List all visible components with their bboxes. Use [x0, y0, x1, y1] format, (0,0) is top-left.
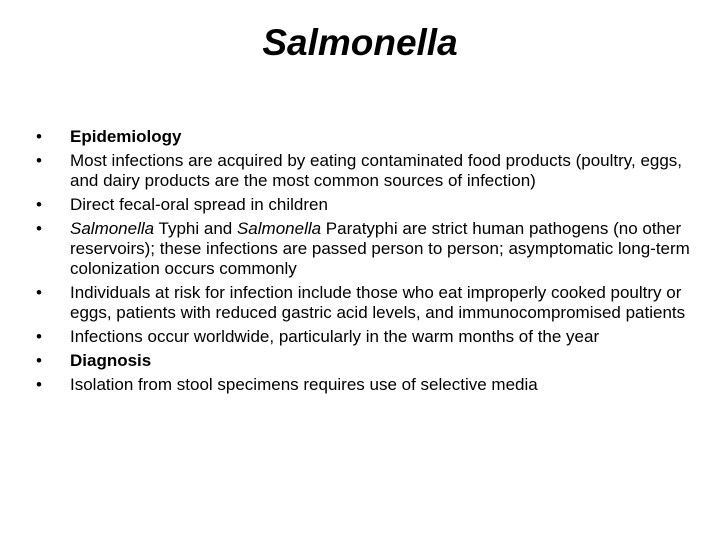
- bullet-item-diagnosis: [30, 351, 690, 371]
- bullet-icon: •: [36, 195, 42, 214]
- bullet-text: Paratyphi are strict human pathogens (no other reservoirs); these infections are passed person to person; asymptomatic long-term colonization occurs commonly: [70, 219, 690, 278]
- bullet-item-epidemiology: [30, 127, 690, 147]
- slide-title: Salmonella: [262, 22, 458, 63]
- bullet-icon: •: [36, 219, 42, 238]
- bullet-text: Direct fecal-oral spread in children: [70, 195, 328, 214]
- bullet-list: [30, 127, 690, 399]
- bullet-item-food-sources: [30, 151, 690, 191]
- bullet-text: Isolation from stool specimens requires use of selective media: [70, 375, 538, 394]
- bullet-text: Diagnosis: [70, 351, 152, 370]
- bullet-icon: •: [36, 375, 42, 394]
- organism-name: Salmonella: [236, 219, 322, 238]
- bullet-item-risk-groups: [30, 283, 690, 323]
- bullet-text: Infections occur worldwide, particularly in the warm months of the year: [70, 327, 600, 346]
- bullet-item-stool-isolation: [30, 375, 690, 395]
- bullet-item-worldwide: [30, 327, 690, 347]
- bullet-icon: •: [36, 283, 42, 302]
- bullet-text: Epidemiology: [70, 127, 182, 146]
- organism-name: Salmonella: [70, 219, 155, 238]
- bullet-icon: •: [36, 351, 42, 370]
- bullet-icon: •: [36, 127, 42, 146]
- bullet-item-fecal-oral: [30, 195, 690, 215]
- bullet-icon: •: [36, 327, 42, 346]
- bullet-icon: •: [36, 151, 42, 170]
- bullet-item-typhi-paratyphi: [30, 219, 690, 279]
- bullet-text: Individuals at risk for infection include those who eat improperly cooked poultry or eggs, patients with reduced gastric acid levels, and immunocompromised patients: [70, 283, 686, 322]
- bullet-text: Typhi and: [154, 219, 237, 238]
- bullet-text: Most infections are acquired by eating contaminated food products (poultry, eggs, and dairy products are the most common sources of infection): [70, 151, 683, 190]
